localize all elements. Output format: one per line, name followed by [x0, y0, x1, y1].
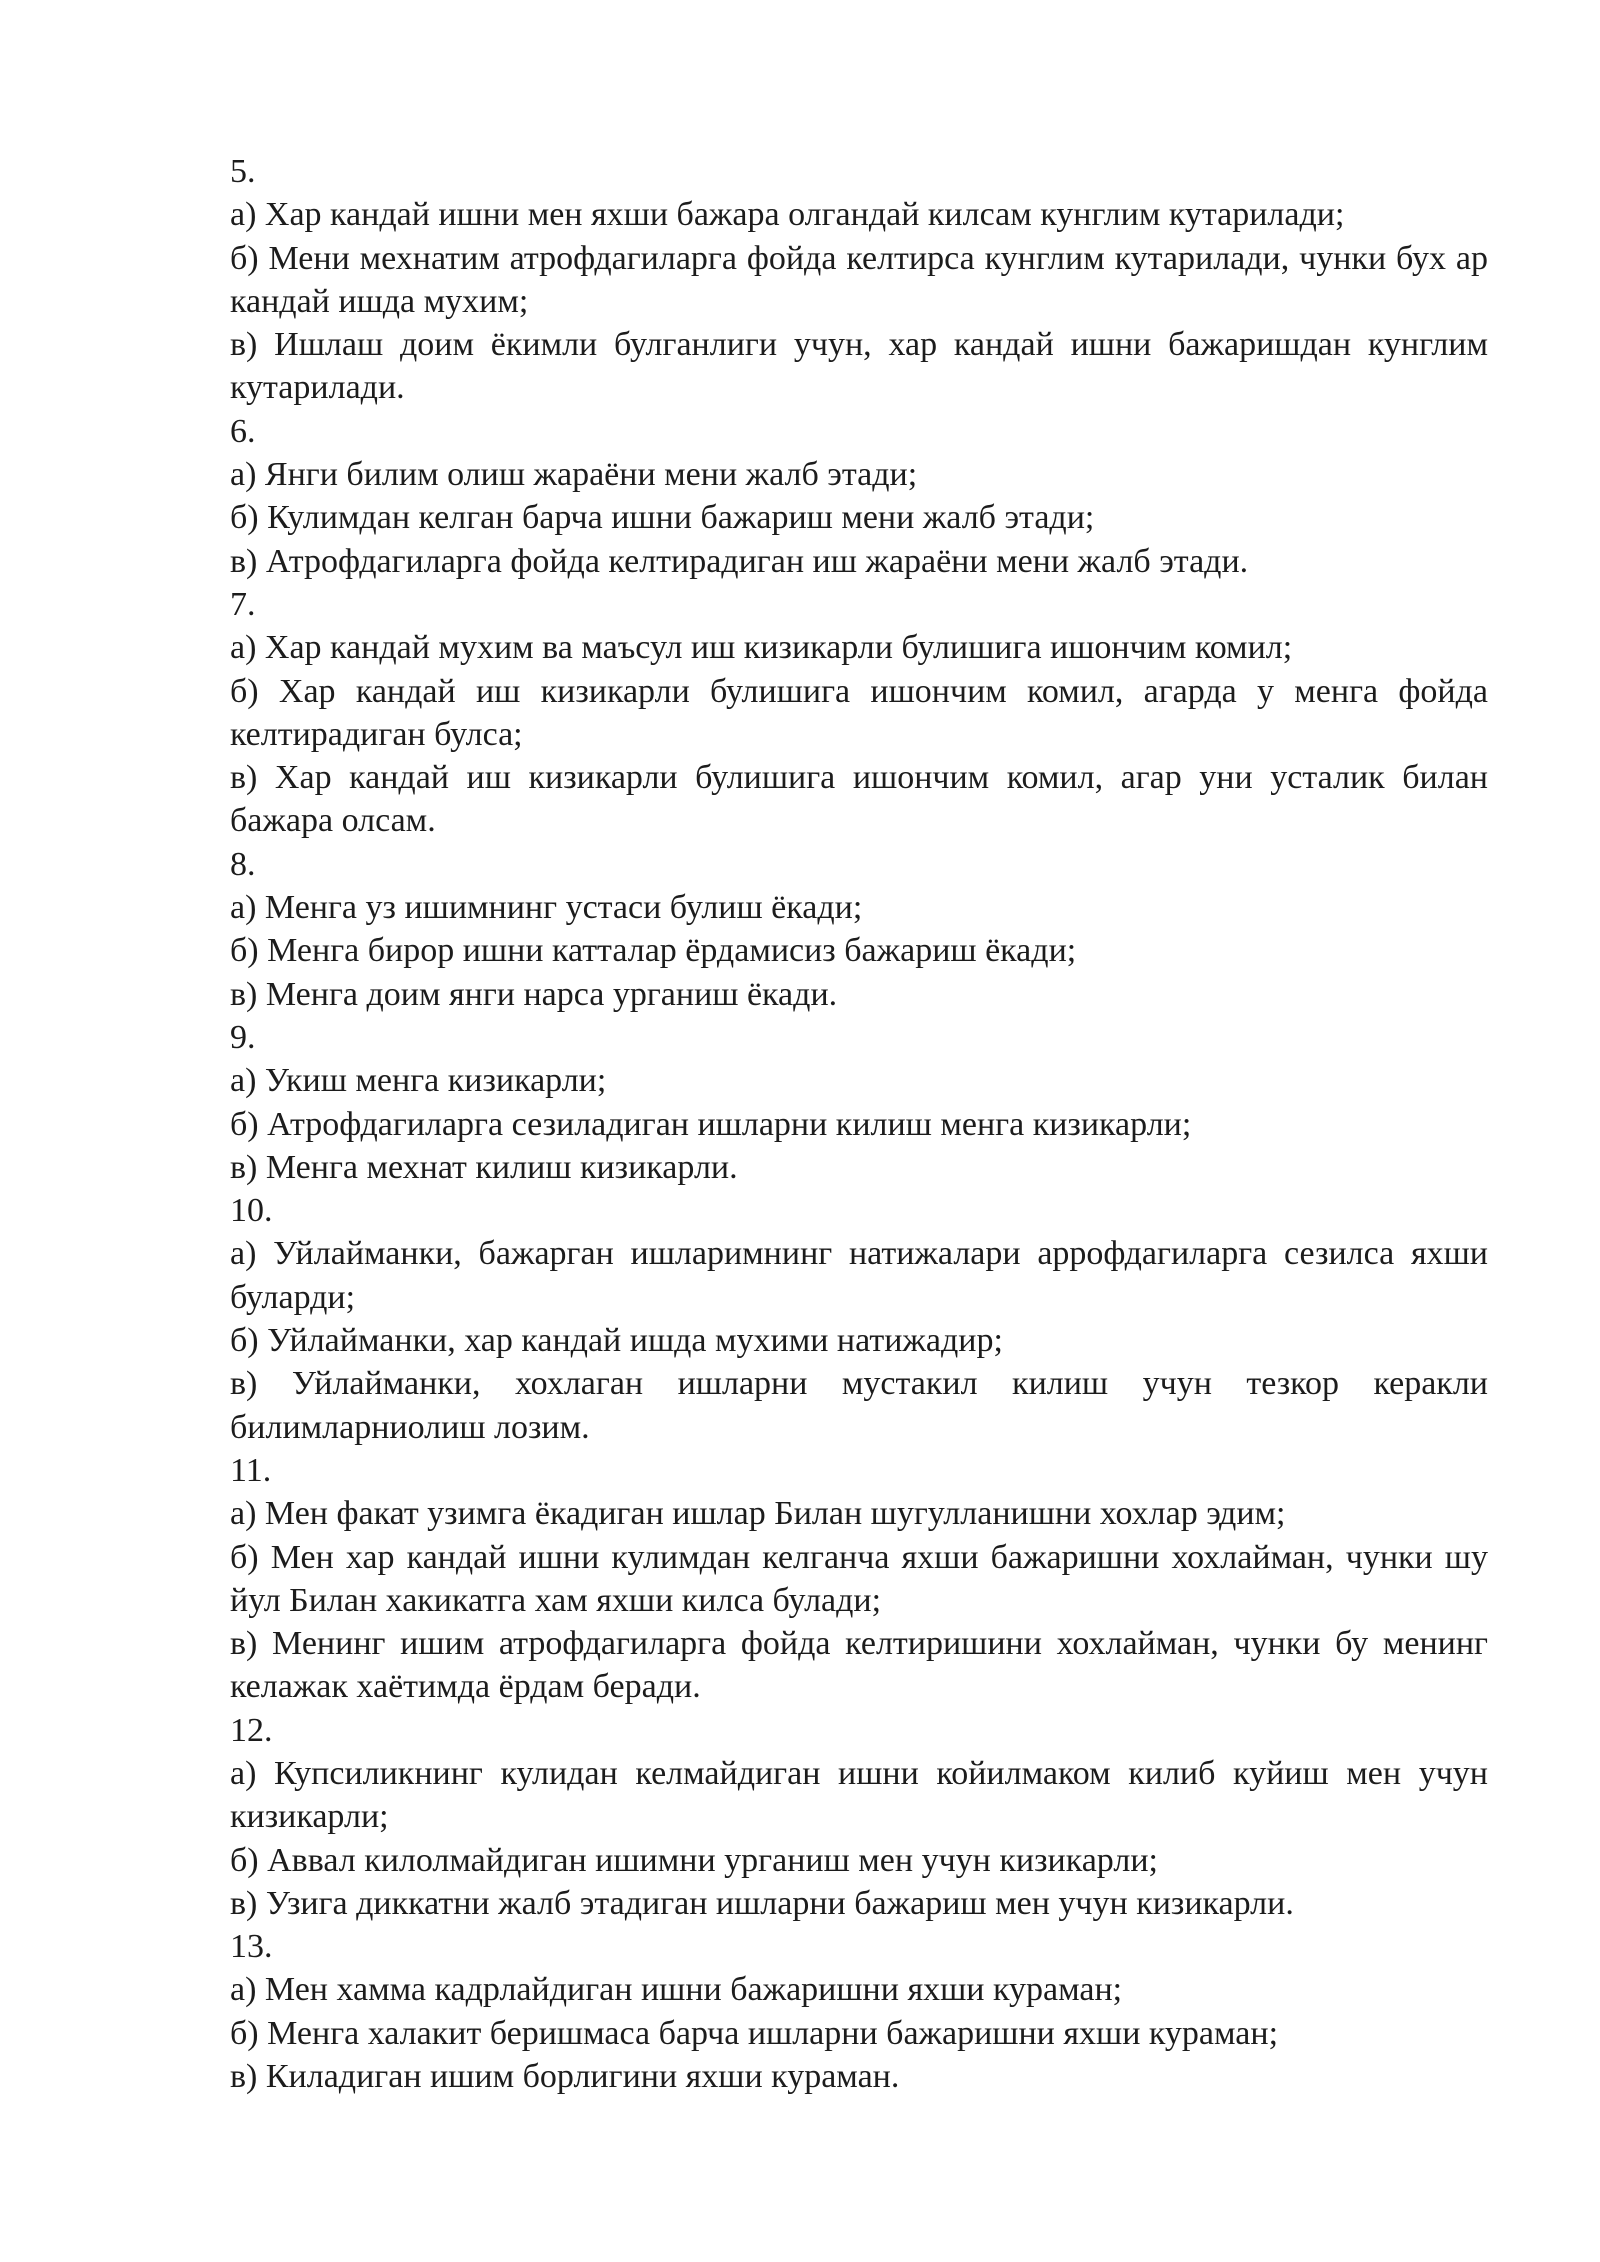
answer-option-b: б) Менга халакит беришмаса барча ишларни бажаришни яхши кураман; — [230, 2014, 1279, 2052]
answer-option-c: в) Атрофдагиларга фойда келтирадиган иш жараёни мени жалб этади. — [230, 542, 1249, 580]
answer-option-c: в) Менга мехнат килиш кизикарли. — [230, 1148, 738, 1186]
answer-option-a: а) Уйлайманки, бажарган ишларимнинг натижалари аррофдагиларга сезилса яхши буларди; — [230, 1235, 1488, 1316]
question-5 — [230, 150, 1488, 410]
question-6 — [230, 410, 1488, 583]
answer-option-c: в) Киладиган ишим борлигини яхши кураман. — [230, 2058, 900, 2096]
answer-option-a: а) Хар кандай ишни мен яхши бажара олгандай килсам кунглим кутарилади; — [230, 196, 1345, 234]
answer-option-b: б) Кулимдан келган барча ишни бажариш мени жалб этади; — [230, 499, 1095, 537]
answer-option-a: а) Менга уз ишимнинг устаси булиш ёкади; — [230, 889, 863, 927]
question-8 — [230, 843, 1488, 1016]
question-number: 12. — [230, 1711, 273, 1749]
answer-option-b: б) Атрофдагиларга сезиладиган ишларни килиш менга кизикарли; — [230, 1105, 1192, 1143]
answer-option-a: а) Укиш менга кизикарли; — [230, 1062, 607, 1100]
question-9 — [230, 1016, 1488, 1189]
question-number: 5. — [230, 153, 256, 190]
answer-option-c: в) Ишлаш доим ёкимли булганлиги учун, хар кандай ишни бажаришдан кунглим кутарилади. — [230, 326, 1488, 407]
question-number: 10. — [230, 1192, 273, 1230]
answer-option-c: в) Уйлайманки, хохлаган ишларни мустакил килиш учун тезкор керакли билимларниолиш лозим. — [230, 1365, 1488, 1446]
answer-option-a: а) Купсиликнинг кулидан келмайдиган ишни койилмаком килиб куйиш мен учун кизикарли; — [230, 1754, 1488, 1836]
question-number: 11. — [230, 1451, 272, 1489]
question-number: 13. — [230, 1928, 273, 1966]
question-number: 8. — [230, 845, 256, 883]
question-number: 6. — [230, 412, 256, 450]
answer-option-c: в) Хар кандай иш кизикарли булишига ишончим комил, агар уни усталик билан бажара олсам. — [230, 759, 1488, 840]
document-page — [230, 150, 1488, 2098]
answer-option-c: в) Узига диккатни жалб этадиган ишларни бажариш мен учун кизикарли. — [230, 1884, 1294, 1922]
question-10 — [230, 1189, 1488, 1449]
answer-option-b: б) Уйлайманки, хар кандай ишда мухими натижадир; — [230, 1322, 1003, 1360]
question-number: 9. — [230, 1018, 256, 1056]
answer-option-b: б) Мен хар кандай ишни кулимдан келганча яхши бажаришни хохлайман, чунки шу йул Билан хакикатга хам яхши килса булади; — [230, 1538, 1488, 1619]
answer-option-c: в) Менинг ишим атрофдагиларга фойда келтиришини хохлайман, чунки бу менинг келажак хаётимда ёрдам беради. — [230, 1625, 1488, 1706]
answer-option-a: а) Мен факат узимга ёкадиган ишлар Билан шугулланишни хохлар эдим; — [230, 1495, 1286, 1533]
question-11 — [230, 1449, 1488, 1709]
question-number: 7. — [230, 585, 256, 623]
answer-option-a: а) Янги билим олиш жараёни мени жалб этади; — [230, 456, 918, 494]
question-13 — [230, 1925, 1488, 2098]
answer-option-a: а) Хар кандай мухим ва маъсул иш кизикарли булишига ишончим комил; — [230, 629, 1293, 667]
answer-option-b: б) Мени мехнатим атрофдагиларга фойда келтирса кунглим кутарилади, чунки бух ар кандай ишда мухим; — [230, 239, 1488, 320]
question-12 — [230, 1709, 1488, 1925]
answer-option-a: а) Мен хамма кадрлайдиган ишни бажаришни яхши кураман; — [230, 1971, 1123, 2009]
answer-option-b: б) Аввал килолмайдиган ишимни урганиш мен учун кизикарли; — [230, 1841, 1158, 1879]
answer-option-b: б) Хар кандай иш кизикарли булишига ишончим комил, агарда у менга фойда келтирадиган булса; — [230, 672, 1488, 753]
question-7 — [230, 583, 1488, 843]
answer-option-c: в) Менга доим янги нарса урганиш ёкади. — [230, 975, 838, 1013]
answer-option-b: б) Менга бирор ишни катталар ёрдамисиз бажариш ёкади; — [230, 932, 1077, 970]
